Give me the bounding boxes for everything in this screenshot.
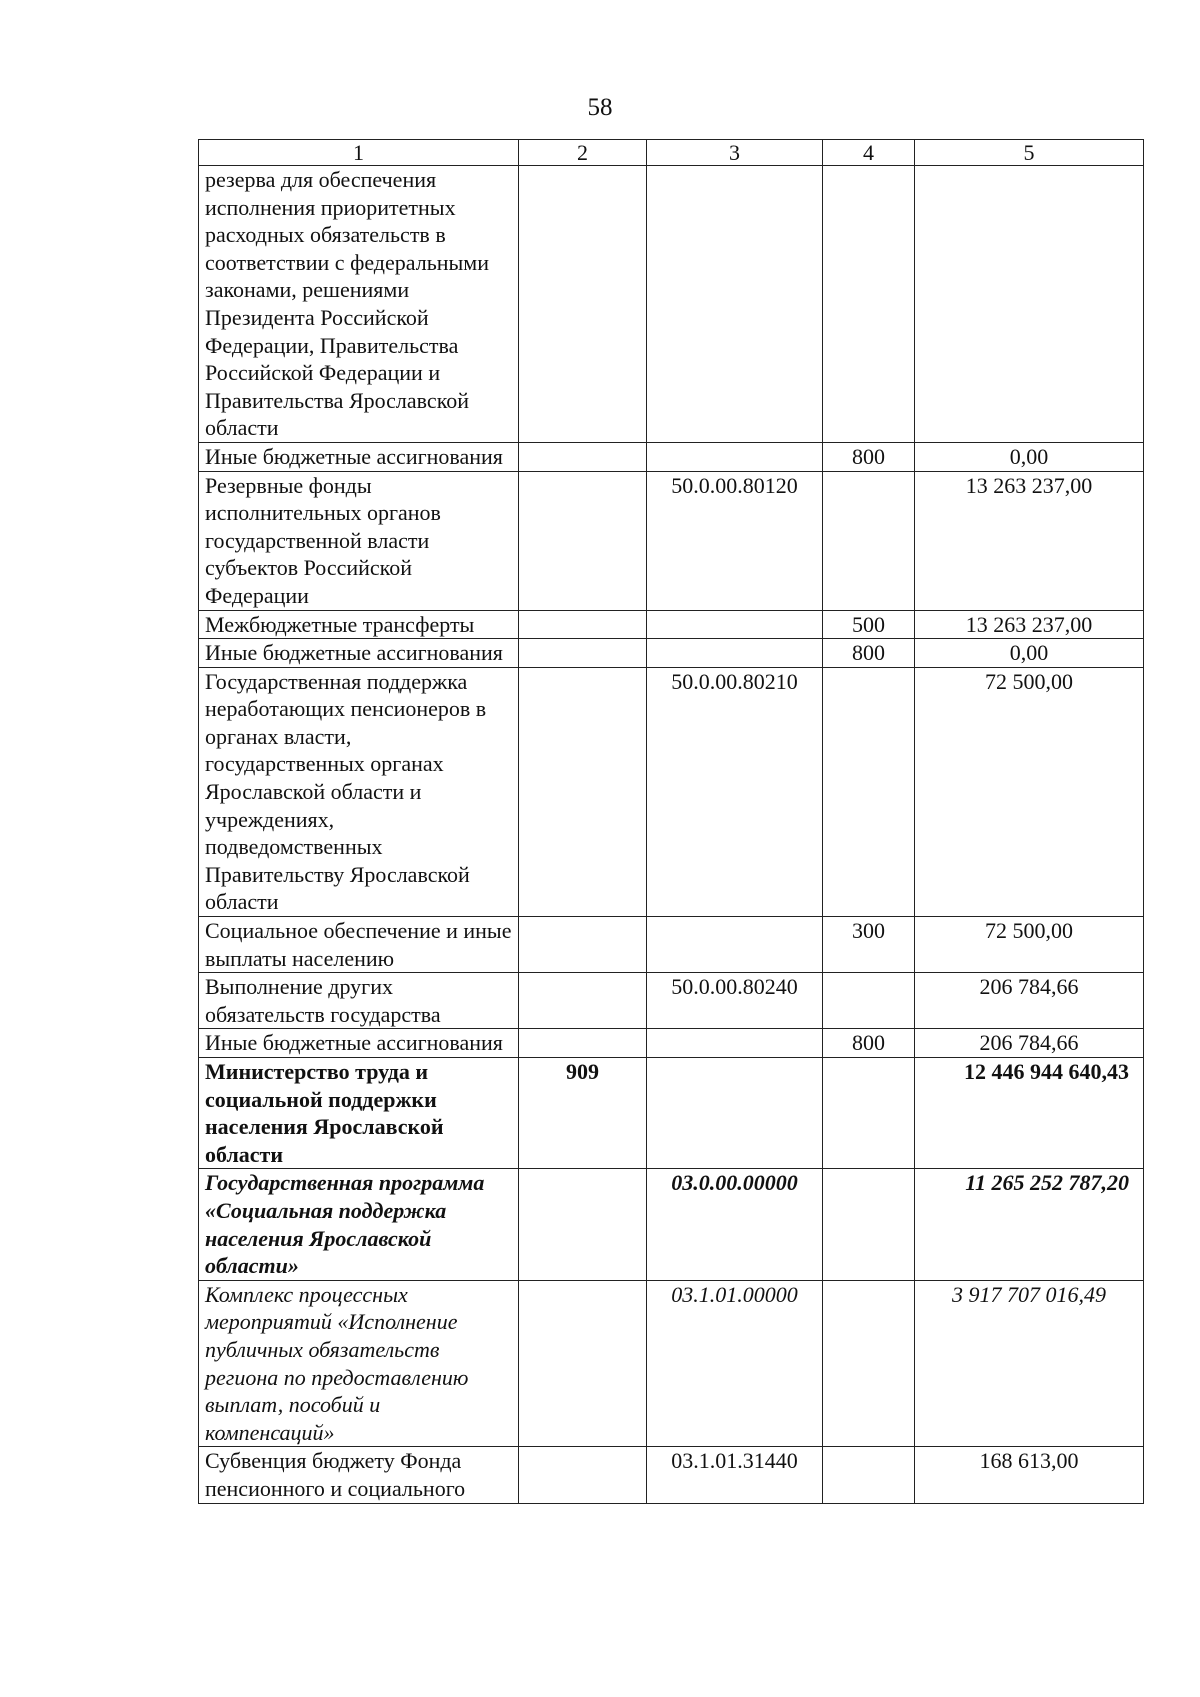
row-code-cell	[519, 1280, 647, 1447]
table-row	[199, 973, 1144, 1029]
row-name-cell: Субвенция бюджету Фонда пенсионного и социального	[199, 1447, 519, 1503]
table-row	[199, 166, 1144, 443]
table-row	[199, 1058, 1144, 1169]
row-name-cell: Иные бюджетные ассигнования	[199, 639, 519, 668]
row-target-cell: 50.0.00.80210	[647, 667, 823, 916]
page-number: 58	[587, 94, 613, 121]
row-target-cell: 03.0.00.00000	[647, 1169, 823, 1280]
table-header-row	[199, 140, 1144, 166]
row-target-cell: 03.1.01.00000	[647, 1280, 823, 1447]
row-target-cell: 03.1.01.31440	[647, 1447, 823, 1503]
row-name-cell: Социальное обеспечение и иные выплаты населению	[199, 917, 519, 973]
row-target-cell: 50.0.00.80240	[647, 973, 823, 1029]
row-amount-cell: 13 263 237,00	[915, 471, 1144, 610]
budget-table	[198, 139, 1144, 1504]
column-header-2: 2	[519, 140, 647, 166]
row-name-cell: Резервные фонды исполнительных органов государственной власти субъектов Российской Федерации	[199, 471, 519, 610]
row-name-cell: Иные бюджетные ассигнования	[199, 1029, 519, 1058]
row-code-cell	[519, 1029, 647, 1058]
row-target-cell	[647, 639, 823, 668]
row-code-cell	[519, 639, 647, 668]
row-name-cell: Государственная поддержка неработающих пенсионеров в органах власти, государственных органах Ярославской области и учреждениях, подведомственных Правительству Ярославской области	[199, 667, 519, 916]
row-code-cell	[519, 917, 647, 973]
row-type-cell	[823, 973, 915, 1029]
row-amount-cell: 3 917 707 016,49	[915, 1280, 1144, 1447]
column-header-5: 5	[915, 140, 1144, 166]
row-amount-cell: 0,00	[915, 442, 1144, 471]
row-target-cell	[647, 610, 823, 639]
row-amount-cell: 72 500,00	[915, 667, 1144, 916]
table-row	[199, 1447, 1144, 1503]
row-amount-cell: 13 263 237,00	[915, 610, 1144, 639]
row-target-cell	[647, 1029, 823, 1058]
row-code-cell	[519, 1169, 647, 1280]
row-type-cell	[823, 667, 915, 916]
column-header-1: 1	[199, 140, 519, 166]
table-row	[199, 471, 1144, 610]
row-type-cell	[823, 1169, 915, 1280]
row-type-cell	[823, 1280, 915, 1447]
row-amount-cell: 72 500,00	[915, 917, 1144, 973]
row-code-cell	[519, 166, 647, 443]
row-code-cell	[519, 471, 647, 610]
row-amount-cell	[915, 166, 1144, 443]
row-name-cell: Государственная программа «Социальная поддержка населения Ярославской области»	[199, 1169, 519, 1280]
row-code-cell	[519, 667, 647, 916]
table-row	[199, 917, 1144, 973]
row-type-cell	[823, 1447, 915, 1503]
row-type-cell	[823, 166, 915, 443]
row-name-cell: Межбюджетные трансферты	[199, 610, 519, 639]
row-target-cell	[647, 917, 823, 973]
row-type-cell: 500	[823, 610, 915, 639]
row-target-cell	[647, 166, 823, 443]
row-code-cell	[519, 1447, 647, 1503]
row-type-cell: 800	[823, 1029, 915, 1058]
table-row	[199, 1169, 1144, 1280]
row-code-cell	[519, 973, 647, 1029]
row-type-cell: 300	[823, 917, 915, 973]
row-amount-cell: 206 784,66	[915, 1029, 1144, 1058]
row-code-cell	[519, 610, 647, 639]
row-type-cell: 800	[823, 442, 915, 471]
row-type-cell: 800	[823, 639, 915, 668]
row-amount-cell: 206 784,66	[915, 973, 1144, 1029]
table-row	[199, 1029, 1144, 1058]
row-amount-cell: 168 613,00	[915, 1447, 1144, 1503]
row-name-cell: Иные бюджетные ассигнования	[199, 442, 519, 471]
row-code-cell	[519, 442, 647, 471]
table-row	[199, 442, 1144, 471]
row-name-cell: Министерство труда и социальной поддержки населения Ярославской области	[199, 1058, 519, 1169]
row-amount-cell: 11 265 252 787,20	[915, 1169, 1144, 1280]
row-target-cell	[647, 1058, 823, 1169]
row-name-cell: резерва для обеспечения исполнения приоритетных расходных обязательств в соответствии с федеральными законами, решениями Президента Российской Федерации, Правительства Российской Федерации и Правительства Ярославской области	[199, 166, 519, 443]
table-row	[199, 667, 1144, 916]
row-type-cell	[823, 1058, 915, 1169]
table-row	[199, 610, 1144, 639]
table-row	[199, 1280, 1144, 1447]
row-name-cell: Комплекс процессных мероприятий «Исполнение публичных обязательств региона по предоставлению выплат, пособий и компенсаций»	[199, 1280, 519, 1447]
row-amount-cell: 0,00	[915, 639, 1144, 668]
row-amount-cell: 12 446 944 640,43	[915, 1058, 1144, 1169]
row-name-cell: Выполнение других обязательств государства	[199, 973, 519, 1029]
row-target-cell: 50.0.00.80120	[647, 471, 823, 610]
row-code-cell: 909	[519, 1058, 647, 1169]
table-row	[199, 639, 1144, 668]
row-target-cell	[647, 442, 823, 471]
row-type-cell	[823, 471, 915, 610]
column-header-3: 3	[647, 140, 823, 166]
column-header-4: 4	[823, 140, 915, 166]
